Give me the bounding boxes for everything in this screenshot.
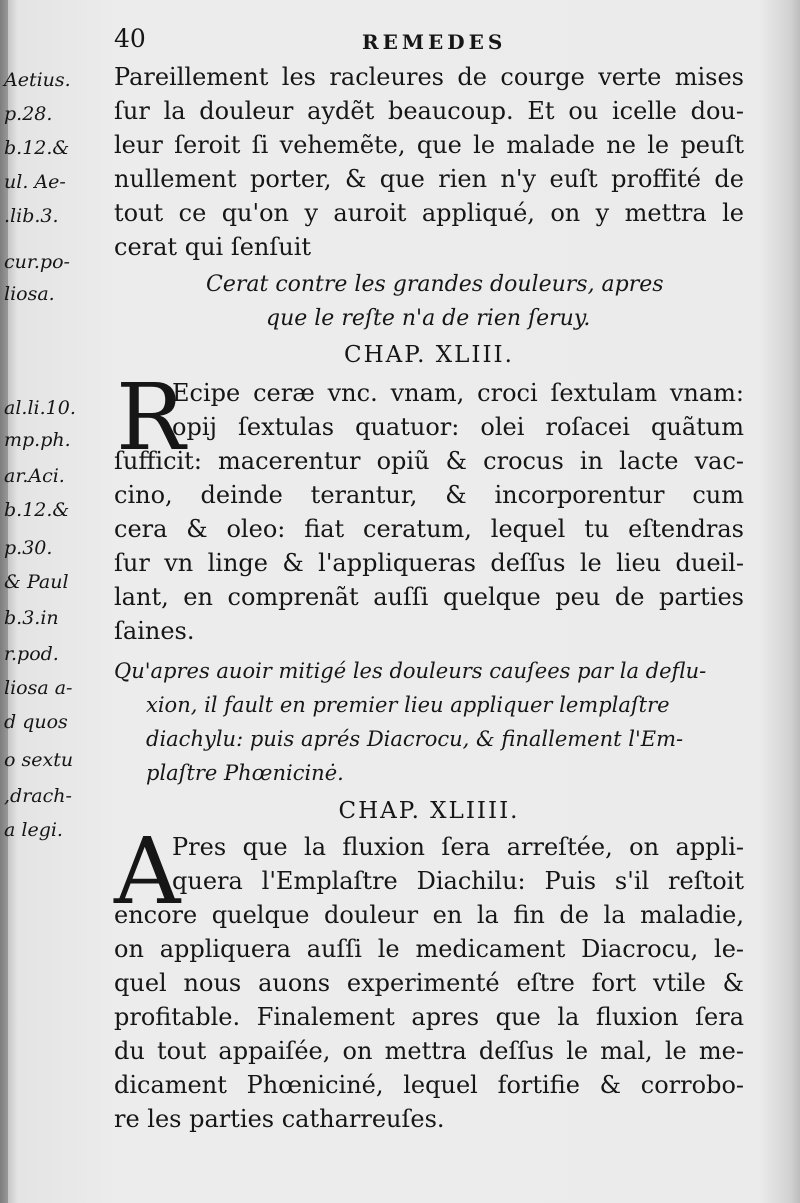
text-line: tout ce qu'on y auroit appliqué, on y mettra le <box>114 199 744 227</box>
margin-note: p.30. <box>4 537 53 559</box>
text-line: Pareillement les racleures de courge verte mises <box>114 63 744 91</box>
page-header <box>0 24 800 60</box>
section-title-line: plaſtre Phœnicinė. <box>146 761 344 785</box>
chapter-heading: CHAP. XLIIII. <box>338 798 520 824</box>
section-title-line: Qu'apres auoir mitigé les douleurs cauſees par la deflu- <box>114 659 707 683</box>
text-line: Pres que la fluxion ſera arreſtée, on appli- <box>172 833 744 861</box>
text-line: dicament Phœniciné, lequel fortifie & corrobo- <box>114 1071 744 1099</box>
text-line: Ecipe ceræ vnc. vnam, croci ſextulam vnam: <box>172 379 744 407</box>
section-title-line: que le reſte n'a de rien ſeruy. <box>266 306 591 331</box>
text-line: leur ſeroit ſi vehemẽte, que le malade ne le peuſt <box>114 131 744 159</box>
text-line: opij ſextulas quatuor: olei roſacei quãtum <box>172 413 744 441</box>
text-line: profitable. Finalement apres que la fluxion ſera <box>114 1003 744 1031</box>
text-line: quera l'Emplaſtre Diachilu: Puis s'il reſtoit <box>172 867 744 895</box>
text-line: ſur la douleur aydẽt beaucoup. Et ou icelle dou- <box>114 97 744 125</box>
chapter-heading: CHAP. XLIII. <box>344 342 514 368</box>
text-line: lant, en comprenãt auſſi quelque peu de parties <box>114 583 744 611</box>
margin-note: p.28. <box>4 103 53 125</box>
margin-note: ar.Aci. <box>4 465 65 487</box>
margin-note: ul. Ae- <box>4 171 66 193</box>
text-line: ſufficit: macerentur opiũ & crocus in lacte vac- <box>114 447 744 475</box>
text-line: ſaines. <box>114 617 195 645</box>
body-text <box>114 60 744 1170</box>
margin-note: liosa. <box>4 283 55 305</box>
text-line: ſur vn linge & l'appliqueras deſſus le lieu dueil- <box>114 549 744 577</box>
margin-note: Aetius. <box>4 69 71 91</box>
text-line: encore quelque douleur en la fin de la maladie, <box>114 901 744 929</box>
section-title-line: diachylu: puis aprés Diacrocu, & finallement l'Em- <box>146 727 684 751</box>
text-line: du tout appaiſée, on mettra deſſus le mal, le me- <box>114 1037 744 1065</box>
margin-note: b.12.& <box>4 499 70 521</box>
drop-cap: R <box>116 364 186 471</box>
margin-note: cur.po- <box>4 251 70 273</box>
margin-note: b.12.& <box>4 137 70 159</box>
margin-note: al.li.10. <box>4 397 76 419</box>
running-title: REMEDES <box>362 30 507 54</box>
margin-note: .lib.3. <box>4 205 59 227</box>
section-title-line: xion, il fault en premier lieu appliquer lemplaſtre <box>146 693 670 717</box>
text-line: cino, deinde terantur, & incorporentur cum <box>114 481 744 509</box>
margin-note: liosa a- <box>4 677 73 699</box>
margin-note: a legi. <box>4 819 63 841</box>
margin-note: o sextu <box>4 749 74 771</box>
margin-note: d quos <box>4 711 68 733</box>
drop-cap: A <box>114 818 181 925</box>
text-line: cera & oleo: fiat ceratum, lequel tu eſtendras <box>114 515 744 543</box>
text-line: quel nous auons experimenté eſtre fort vtile & <box>114 969 744 997</box>
margin-note: b.3.in <box>4 607 59 629</box>
margin-notes <box>0 60 112 860</box>
section-title-line: Cerat contre les grandes douleurs, apres <box>206 272 664 297</box>
text-line: cerat qui ſenſuit <box>114 233 312 261</box>
text-line: nullement porter, & que rien n'y euſt proffité de <box>114 165 744 193</box>
page-number: 40 <box>114 24 146 53</box>
margin-note: ,drach- <box>4 785 72 807</box>
margin-note: r.pod. <box>4 643 59 665</box>
text-line: on appliquera auſſi le medicament Diacrocu, le- <box>114 935 744 963</box>
margin-note: mp.ph. <box>4 429 71 451</box>
margin-note: & Paul <box>4 571 69 593</box>
text-line: re les parties catharreuſes. <box>114 1105 445 1133</box>
